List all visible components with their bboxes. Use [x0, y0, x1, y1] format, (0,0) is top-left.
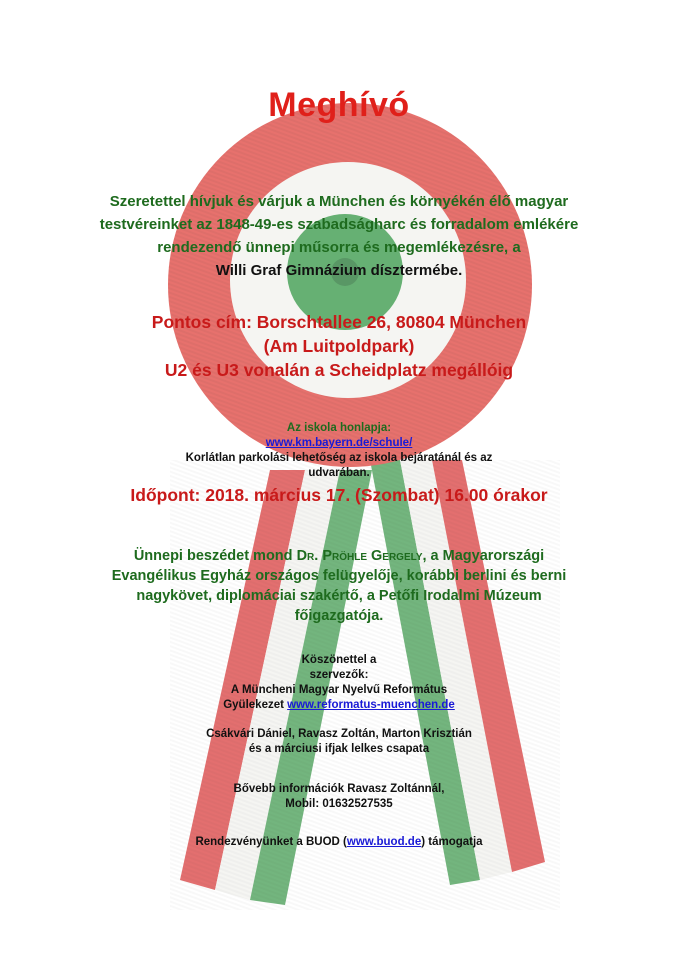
thanks-line: Köszönettel a: [301, 654, 377, 666]
invitation-line: testvéreinket az 1848-49-es szabadságharc és forradalom emlékére: [99, 216, 579, 233]
contact-line: Bővebb információk Ravasz Zoltánnál,: [233, 783, 445, 795]
organizers-line: Csákvári Dániel, Ravasz Zoltán, Marton Krisztián: [206, 728, 472, 740]
speech-prefix: Ünnepi beszédet mond: [133, 548, 297, 564]
venue-name: Willi Graf Gimnázium dísztermébe.: [215, 262, 463, 279]
school-homepage-link[interactable]: www.km.bayern.de/schule/: [265, 437, 413, 449]
page-title: Meghívó: [268, 86, 410, 124]
address-line: U2 és U3 vonalán a Scheidplatz megállóig: [164, 360, 514, 380]
speech-line: nagykövet, diplomáciai szakértő, a Petőfi Irodalmi Múzeum: [136, 588, 542, 604]
speaker-name: Dr. Pröhle Gergely: [296, 548, 423, 564]
organizers-line: és a márciusi ifjak lelkes csapata: [248, 743, 430, 755]
thanks-line: A Müncheni Magyar Nyelvű Református: [230, 684, 448, 696]
speech-rest: , a Magyarországi: [422, 548, 545, 564]
congregation-label: Gyülekezet: [223, 699, 288, 711]
address-line: (Am Luitpoldpark): [263, 336, 415, 356]
speech-line: Evangélikus Egyház országos felügyelője, korábbi berlini és berni: [111, 568, 567, 584]
school-info: [0, 421, 678, 481]
invitation-line: Szeretettel hívjuk és várjuk a München és környékén élő magyar: [109, 193, 569, 210]
address-line: Pontos cím: Borschtallee 26, 80804 München: [151, 312, 527, 332]
parking-line: Korlátlan parkolási lehetőség az iskola bejáratánál és az: [185, 452, 493, 464]
contact-phone: Mobil: 01632527535: [285, 798, 393, 810]
thanks-line: [0, 698, 678, 713]
speech-info: [0, 546, 678, 626]
buod-link[interactable]: www.buod.de: [346, 836, 422, 848]
school-homepage-label: Az iskola honlapja:: [286, 422, 392, 434]
thanks-line: szervezők:: [309, 669, 369, 681]
address-block: [0, 310, 678, 382]
thanks-block: [0, 653, 678, 713]
speech-line: [0, 546, 678, 566]
contact-info: [0, 782, 678, 812]
sponsor-line: [0, 836, 678, 848]
event-datetime: Időpont: 2018. március 17. (Szombat) 16.00 órakor: [130, 485, 548, 505]
organizers-block: [0, 727, 678, 757]
reformatus-link[interactable]: www.reformatus-muenchen.de: [287, 699, 455, 711]
parking-line: udvarában.: [308, 467, 370, 479]
sponsor-suffix: ) támogatja: [421, 836, 483, 848]
speech-line: főigazgatója.: [294, 608, 384, 624]
sponsor-prefix: Rendezvényünket a BUOD (: [195, 836, 347, 848]
invitation-line: rendezendő ünnepi műsorra és megemlékezésre, a: [157, 239, 521, 256]
invitation-text: [0, 190, 678, 282]
